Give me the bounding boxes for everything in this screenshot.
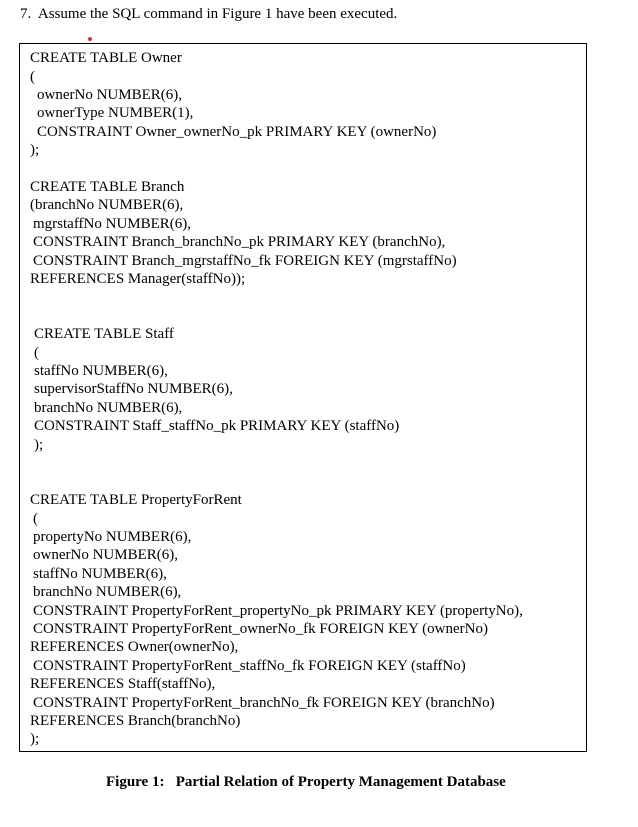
staff-create-line: CREATE TABLE Staff: [34, 326, 174, 342]
property-references-branch: REFERENCES Branch(branchNo): [30, 713, 241, 729]
staff-pk-constraint: CONSTRAINT Staff_staffNo_pk PRIMARY KEY (staffNo): [34, 418, 400, 434]
question-text: 7. Assume the SQL command in Figure 1 have been executed.: [20, 6, 398, 22]
property-pk-constraint: CONSTRAINT PropertyForRent_propertyNo_pk PRIMARY KEY (propertyNo),: [33, 603, 523, 619]
owner-col-ownerno: ownerNo NUMBER(6),: [37, 87, 182, 103]
owner-close: );: [30, 142, 40, 158]
property-create-line: CREATE TABLE PropertyForRent: [30, 492, 242, 508]
staff-col-branchno: branchNo NUMBER(6),: [34, 400, 183, 416]
property-fk-branch-constraint: CONSTRAINT PropertyForRent_branchNo_fk FOREIGN KEY (branchNo): [33, 695, 495, 711]
owner-col-ownertype: ownerType NUMBER(1),: [37, 105, 194, 121]
property-col-ownerno: ownerNo NUMBER(6),: [33, 547, 178, 563]
branch-create-line: CREATE TABLE Branch: [30, 179, 185, 195]
staff-open-paren: (: [34, 345, 39, 361]
property-fk-owner-constraint: CONSTRAINT PropertyForRent_ownerNo_fk FOREIGN KEY (ownerNo): [33, 621, 488, 637]
sql-figure-box: [19, 43, 587, 752]
branch-references: REFERENCES Manager(staffNo));: [30, 271, 246, 287]
red-marker-dot: [88, 37, 92, 41]
staff-col-supervisorstaffno: supervisorStaffNo NUMBER(6),: [34, 381, 233, 397]
property-fk-staff-constraint: CONSTRAINT PropertyForRent_staffNo_fk FOREIGN KEY (staffNo): [33, 658, 466, 674]
figure-caption: Figure 1: Partial Relation of Property Management Database: [106, 774, 506, 790]
branch-pk-constraint: CONSTRAINT Branch_branchNo_pk PRIMARY KEY (branchNo),: [33, 234, 446, 250]
property-close: );: [30, 731, 40, 747]
branch-col-branchno: (branchNo NUMBER(6),: [30, 197, 184, 213]
owner-open-paren: (: [30, 69, 35, 85]
owner-create-line: CREATE TABLE Owner: [30, 50, 182, 66]
property-references-owner: REFERENCES Owner(ownerNo),: [30, 639, 239, 655]
branch-col-mgrstaffno: mgrstaffNo NUMBER(6),: [33, 216, 192, 232]
owner-pk-constraint: CONSTRAINT Owner_ownerNo_pk PRIMARY KEY (ownerNo): [37, 124, 437, 140]
staff-close: );: [34, 437, 44, 453]
property-open-paren: (: [33, 511, 38, 527]
property-col-propertyno: propertyNo NUMBER(6),: [33, 529, 192, 545]
property-col-branchno: branchNo NUMBER(6),: [33, 584, 182, 600]
branch-fk-constraint: CONSTRAINT Branch_mgrstaffNo_fk FOREIGN KEY (mgrstaffNo): [33, 253, 457, 269]
property-references-staff: REFERENCES Staff(staffNo),: [30, 676, 216, 692]
staff-col-staffno: staffNo NUMBER(6),: [34, 363, 168, 379]
property-col-staffno: staffNo NUMBER(6),: [33, 566, 167, 582]
